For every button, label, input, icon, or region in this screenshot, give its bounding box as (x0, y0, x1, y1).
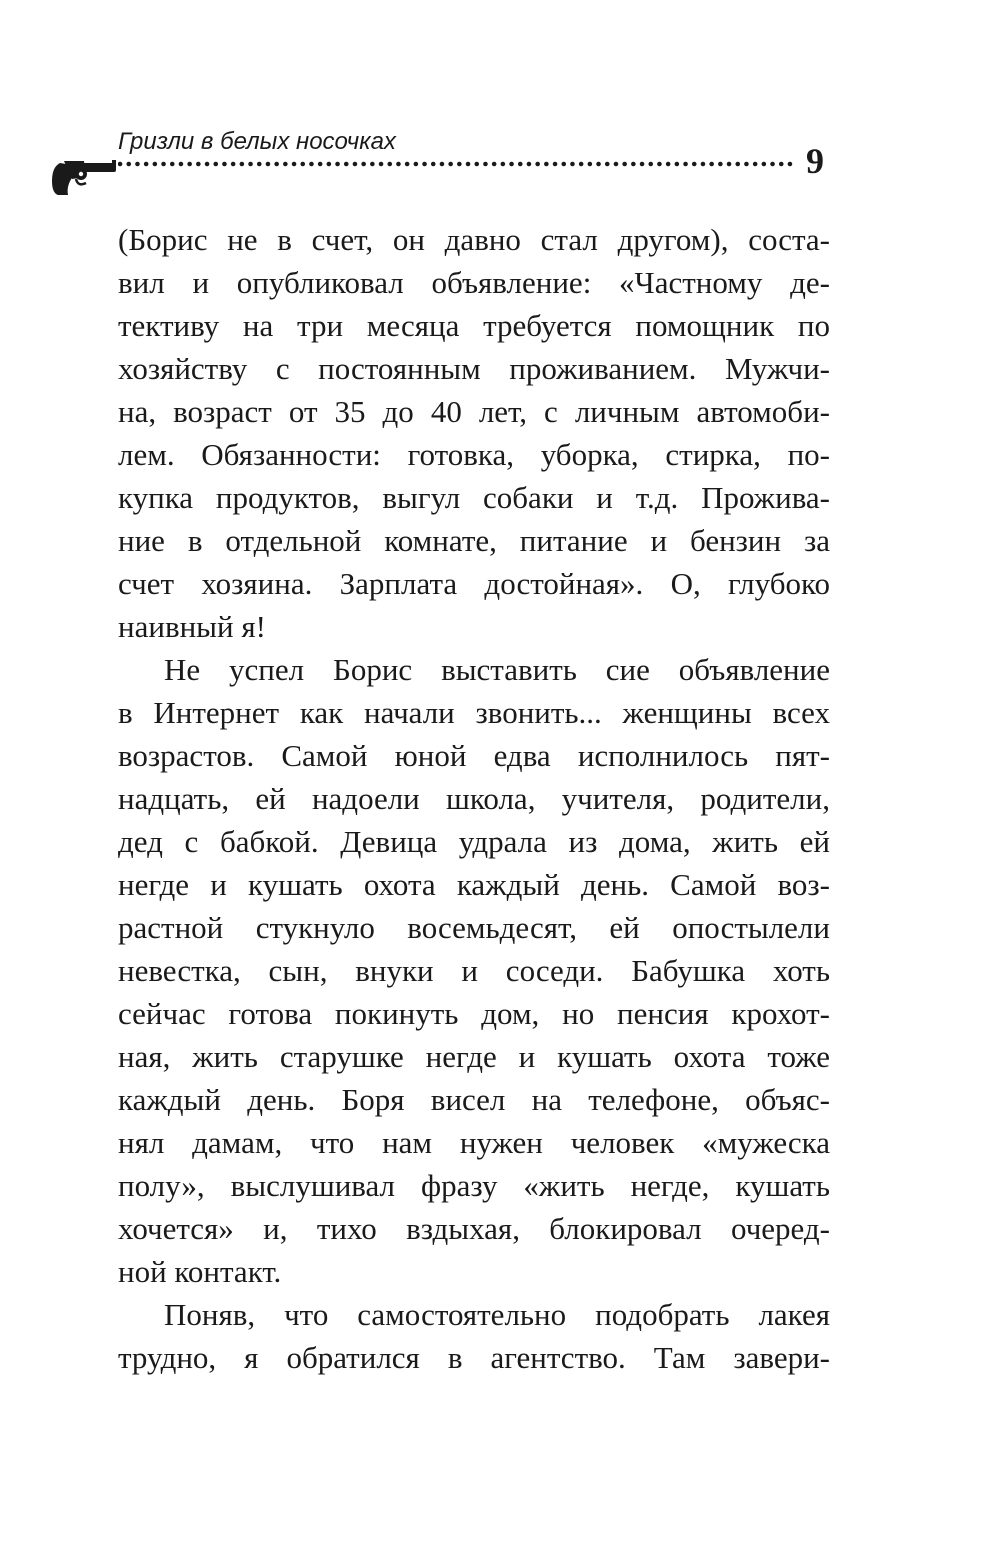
text-line: ной контакт. (118, 1254, 282, 1289)
paragraph (118, 218, 830, 648)
text-line: невестка, сын, внуки и соседи. Бабушка хоть (118, 953, 830, 988)
text-line: сейчас готова покинуть дом, но пенсия крохот- (118, 996, 830, 1031)
text-line: нял дамам, что нам нужен человек «мужеска (118, 1125, 830, 1160)
text-line: счет хозяина. Зарплата достойная». О, глубоко (118, 566, 830, 601)
page-number: 9 (806, 141, 824, 181)
text-line: Не успел Борис выставить сие объявление (164, 652, 830, 687)
text-line: трудно, я обратился в агентство. Там завери- (118, 1340, 830, 1375)
text-line: ние в отдельной комнате, питание и бензин за (118, 523, 830, 558)
paragraph (118, 648, 830, 1293)
text-line: надцать, ей надоели школа, учителя, родители, (118, 781, 830, 816)
text-line: тективу на три месяца требуется помощник по (118, 308, 830, 343)
text-line: на, возраст от 35 до 40 лет, с личным автомоби- (118, 394, 830, 429)
text-line: каждый день. Боря висел на телефоне, объяс- (118, 1082, 830, 1117)
revolver-icon (50, 157, 118, 199)
text-line: Поняв, что самостоятельно подобрать лакея (164, 1297, 830, 1332)
text-line: хочется» и, тихо вздыхая, блокировал очеред- (118, 1211, 830, 1246)
text-line: полу», выслушивал фразу «жить негде, кушать (118, 1168, 830, 1203)
text-line: растной стукнуло восемьдесят, ей опостылели (118, 910, 830, 945)
text-line: купка продуктов, выгул собаки и т.д. Прожива- (118, 480, 830, 515)
text-line: дед с бабкой. Девица удрала из дома, жить ей (118, 824, 830, 859)
text-line: ная, жить старушке негде и кушать охота тоже (118, 1039, 830, 1074)
text-line: хозяйству с постоянным проживанием. Мужчи- (118, 351, 830, 386)
text-line: вил и опубликовал объявление: «Частному де- (118, 265, 830, 300)
running-title: Гризли в белых носочках (118, 128, 396, 155)
text-line: (Борис не в счет, он давно стал другом), соста- (118, 222, 830, 257)
body-text (118, 218, 830, 1379)
text-line: возрастов. Самой юной едва исполнилось пят- (118, 738, 830, 773)
paragraph (118, 1293, 830, 1379)
text-line: негде и кушать охота каждый день. Самой воз- (118, 867, 830, 902)
text-line: лем. Обязанности: готовка, уборка, стирка, по- (118, 437, 830, 472)
text-line: наивный я! (118, 609, 266, 644)
dotted-rule (118, 154, 798, 174)
text-line: в Интернет как начали звонить... женщины всех (118, 695, 830, 730)
